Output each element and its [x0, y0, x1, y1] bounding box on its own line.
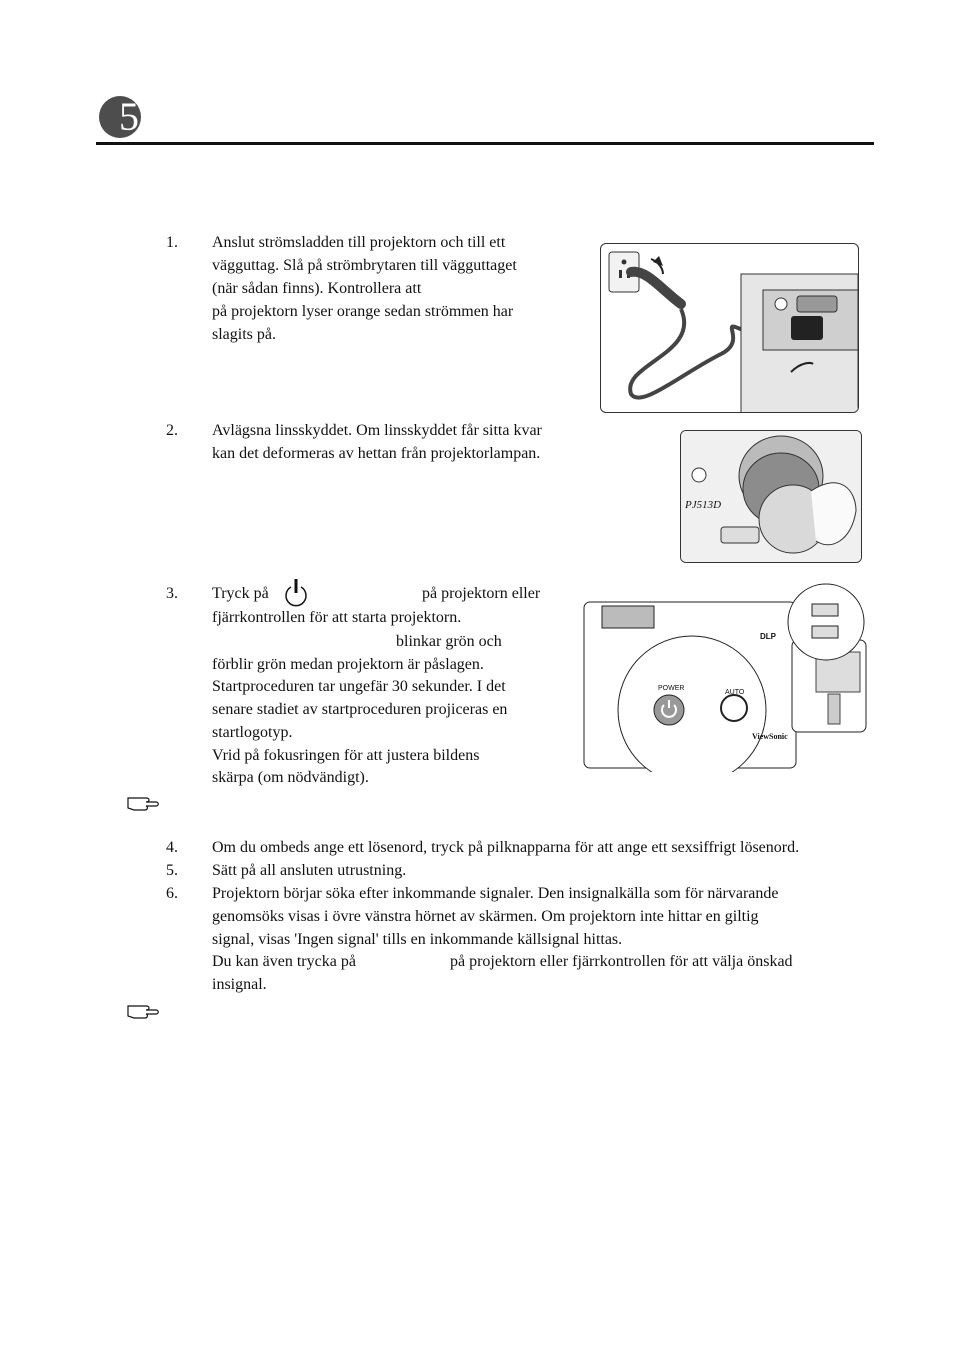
step-text: Startproceduren tar ungefär 30 sekunder. I det — [212, 678, 506, 695]
step-text: slagits på. — [212, 326, 276, 343]
dlp-logo: DLP — [760, 632, 776, 641]
step-text: Projektorn börjar söka efter inkommande signaler. Den insignalkälla som för närvarande — [212, 885, 779, 902]
note-hand-icon — [126, 792, 162, 812]
step-text: Tryck på — [212, 585, 269, 602]
chapter-badge — [99, 96, 141, 138]
step-number: 2. — [166, 422, 178, 439]
step-text: Om du ombeds ange ett lösenord, tryck på pilknapparna för att ange ett sexsiffrigt lösenord. — [212, 839, 800, 856]
step-text: fjärrkontrollen för att starta projektorn. — [212, 609, 462, 626]
step-text: signal, visas 'Ingen signal' tills en inkommande källsignal hittas. — [212, 931, 623, 948]
step-number: 3. — [166, 585, 178, 602]
step-text: Anslut strömsladden till projektorn och till ett — [212, 234, 506, 251]
step-text: (när sådan finns). Kontrollera att — [212, 280, 422, 297]
power-icon — [284, 577, 308, 607]
step-text: blinkar grön och — [396, 633, 502, 650]
auto-button-label: AUTO — [725, 689, 745, 696]
power-button-label: POWER — [658, 685, 685, 692]
power-button-figure — [582, 582, 872, 772]
step-text: Sätt på all ansluten utrustning. — [212, 862, 407, 879]
step-text: Vrid på fokusringen för att justera bildens — [212, 747, 480, 764]
step-text: senare stadiet av startproceduren projiceras en — [212, 701, 508, 718]
step-text: Du kan även trycka på — [212, 953, 356, 970]
step-text: startlogotyp. — [212, 724, 293, 741]
step-number: 6. — [166, 885, 178, 902]
step-text: vägguttag. Slå på strömbrytaren till vägguttaget — [212, 257, 517, 274]
step-text: på projektorn lyser orange sedan strömmen har — [212, 303, 514, 320]
step-number: 4. — [166, 839, 178, 856]
chapter-number: 5 — [119, 94, 139, 139]
step-text: skärpa (om nödvändigt). — [212, 769, 369, 786]
power-cord-figure — [600, 243, 859, 413]
step-text: genomsöks visas i övre vänstra hörnet av skärmen. Om projektorn inte hittar en giltig — [212, 908, 759, 925]
step-text: insignal. — [212, 976, 267, 993]
note-hand-icon — [126, 1000, 162, 1020]
step-text: kan det deformeras av hettan från projektorlampan. — [212, 445, 541, 462]
step-number: 5. — [166, 862, 178, 879]
lens-cap-figure — [680, 430, 862, 563]
step-text: förblir grön medan projektorn är påslagen. — [212, 656, 484, 673]
step-text: på projektorn eller fjärrkontrollen för att välja önskad — [450, 953, 793, 970]
brand-logo: ViewSonic — [752, 732, 788, 741]
step-number: 1. — [166, 234, 178, 251]
header-rule — [96, 142, 874, 145]
step-text: på projektorn eller — [422, 585, 541, 602]
step-text: Avlägsna linsskyddet. Om linsskyddet får sitta kvar — [212, 422, 542, 439]
projector-model-label: PJ513D — [685, 499, 722, 511]
